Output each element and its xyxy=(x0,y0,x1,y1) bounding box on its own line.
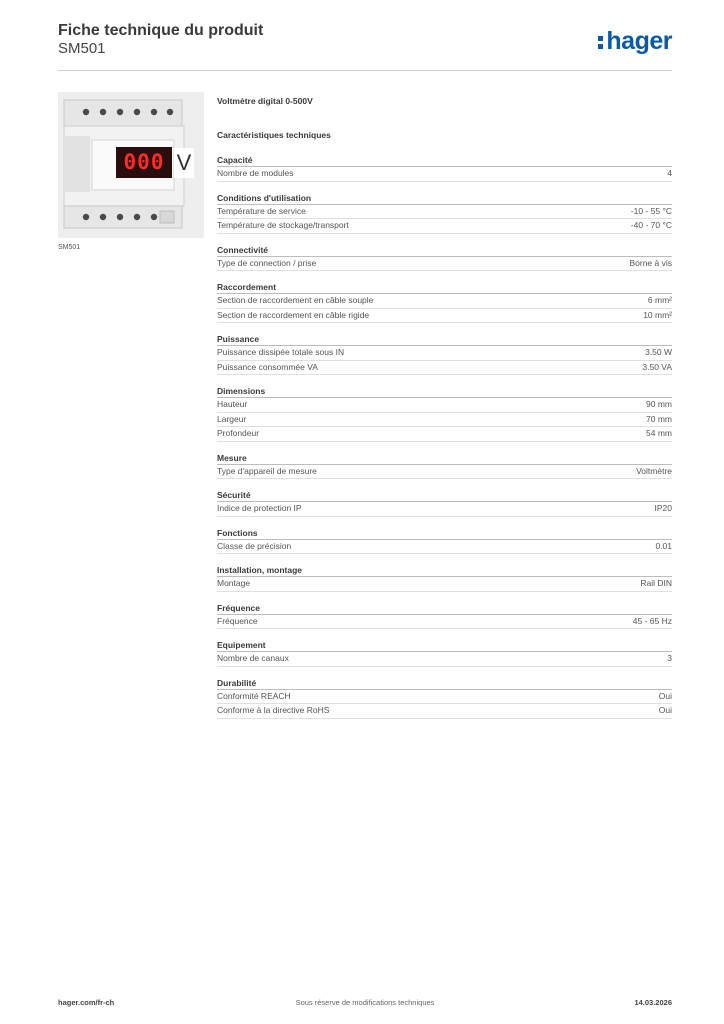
spec-group xyxy=(217,333,672,375)
spec-content xyxy=(217,96,672,719)
spec-value: 90 mm xyxy=(646,399,672,409)
spec-group xyxy=(217,639,672,667)
spec-value: 6 mm² xyxy=(647,295,672,305)
spec-group-title: Durabilité xyxy=(217,677,672,690)
spec-group xyxy=(217,244,672,272)
spec-row xyxy=(217,465,672,480)
spec-label: Profondeur xyxy=(217,428,260,438)
spec-row xyxy=(217,361,672,376)
product-image xyxy=(58,92,204,238)
spec-group-title: Puissance xyxy=(217,333,672,346)
spec-label: Fréquence xyxy=(217,615,258,626)
spec-label: Largeur xyxy=(217,413,247,424)
page-title: Fiche technique du produit xyxy=(58,22,264,39)
spec-label: Section de raccordement en câble souple xyxy=(217,295,374,305)
spec-row xyxy=(217,309,672,324)
image-caption: SM501 xyxy=(58,244,81,251)
spec-group xyxy=(217,192,672,234)
hager-logo xyxy=(598,28,672,54)
product-description: Voltmètre digital 0-500V xyxy=(217,96,313,106)
spec-value: 54 mm xyxy=(646,428,672,438)
spec-label: Température de stockage/transport xyxy=(217,220,349,230)
spec-value: Borne à vis xyxy=(629,257,672,268)
spec-label: Montage xyxy=(217,578,251,588)
spec-value: -10 - 55 °C xyxy=(630,205,672,216)
spec-row xyxy=(217,205,672,220)
spec-group-title: Raccordement xyxy=(217,281,672,294)
spec-value: -40 - 70 °C xyxy=(630,220,672,230)
spec-group-title: Dimensions xyxy=(217,385,672,398)
spec-label: Hauteur xyxy=(217,399,248,409)
footer-website: hager.com/fr-ch xyxy=(58,998,115,1007)
spec-label: Puissance consommée VA xyxy=(217,361,318,372)
footer-date: 14.03.2026 xyxy=(634,998,672,1007)
spec-label: Type de connection / prise xyxy=(217,257,317,268)
spec-row xyxy=(217,413,672,428)
device-display-digits: 000 xyxy=(123,150,165,174)
spec-group-title: Capacité xyxy=(217,154,672,167)
spec-group xyxy=(217,452,672,480)
spec-label: Conformité REACH xyxy=(217,690,291,701)
spec-value: 3.50 VA xyxy=(642,361,672,372)
spec-value: 10 mm² xyxy=(643,309,672,320)
spec-group-title: Sécurité xyxy=(217,489,672,502)
spec-group xyxy=(217,154,672,182)
spec-group-title: Conditions d'utilisation xyxy=(217,192,672,205)
spec-label: Puissance dissipée totale sous IN xyxy=(217,347,345,357)
device-unit-label: V xyxy=(176,150,192,175)
spec-group-title: Installation, montage xyxy=(217,564,672,577)
spec-label: Nombre de canaux xyxy=(217,653,289,663)
spec-label: Conforme à la directive RoHS xyxy=(217,705,330,715)
spec-label: Section de raccordement en câble rigide xyxy=(217,309,370,320)
spec-value: 70 mm xyxy=(646,413,672,424)
spec-value: IP20 xyxy=(654,503,672,513)
spec-group xyxy=(217,602,672,630)
spec-row xyxy=(217,257,672,272)
spec-group-title: Fonctions xyxy=(217,527,672,540)
spec-group xyxy=(217,527,672,555)
spec-value: 45 - 65 Hz xyxy=(632,615,672,626)
spec-group-title: Equipement xyxy=(217,639,672,652)
spec-row xyxy=(217,540,672,555)
spec-value: Voltmètre xyxy=(636,465,672,476)
spec-group xyxy=(217,281,672,323)
spec-row xyxy=(217,502,672,517)
spec-heading: Caractéristiques techniques xyxy=(217,130,331,140)
spec-row xyxy=(217,704,672,719)
spec-group xyxy=(217,489,672,517)
spec-group-title: Fréquence xyxy=(217,602,672,615)
logo-text: hager xyxy=(606,26,672,55)
page-header xyxy=(58,22,672,71)
product-reference: SM501 xyxy=(58,40,106,57)
spec-value: 4 xyxy=(667,168,672,178)
spec-row xyxy=(217,167,672,182)
spec-row xyxy=(217,427,672,442)
spec-row xyxy=(217,615,672,630)
spec-value: 3 xyxy=(667,653,672,663)
spec-group xyxy=(217,677,672,719)
spec-group-title: Mesure xyxy=(217,452,672,465)
spec-value: 0.01 xyxy=(655,540,672,551)
spec-row xyxy=(217,219,672,234)
logo-mark-icon xyxy=(598,32,604,50)
spec-row xyxy=(217,398,672,413)
spec-label: Nombre de modules xyxy=(217,168,294,178)
spec-row xyxy=(217,294,672,309)
footer-disclaimer: Sous réserve de modifications techniques xyxy=(295,998,435,1007)
spec-row xyxy=(217,577,672,592)
spec-group xyxy=(217,564,672,592)
spec-row xyxy=(217,346,672,361)
spec-value: 3.50 W xyxy=(645,347,672,357)
spec-label: Indice de protection IP xyxy=(217,503,302,513)
spec-group xyxy=(217,385,672,442)
spec-row xyxy=(217,652,672,667)
spec-groups xyxy=(217,154,672,719)
spec-value: Oui xyxy=(658,705,672,715)
spec-label: Classe de précision xyxy=(217,540,292,551)
spec-value: Oui xyxy=(658,690,672,701)
spec-label: Type d'appareil de mesure xyxy=(217,465,317,476)
spec-group-title: Connectivité xyxy=(217,244,672,257)
spec-value: Rail DIN xyxy=(640,578,672,588)
spec-label: Température de service xyxy=(217,205,306,216)
spec-row xyxy=(217,690,672,705)
